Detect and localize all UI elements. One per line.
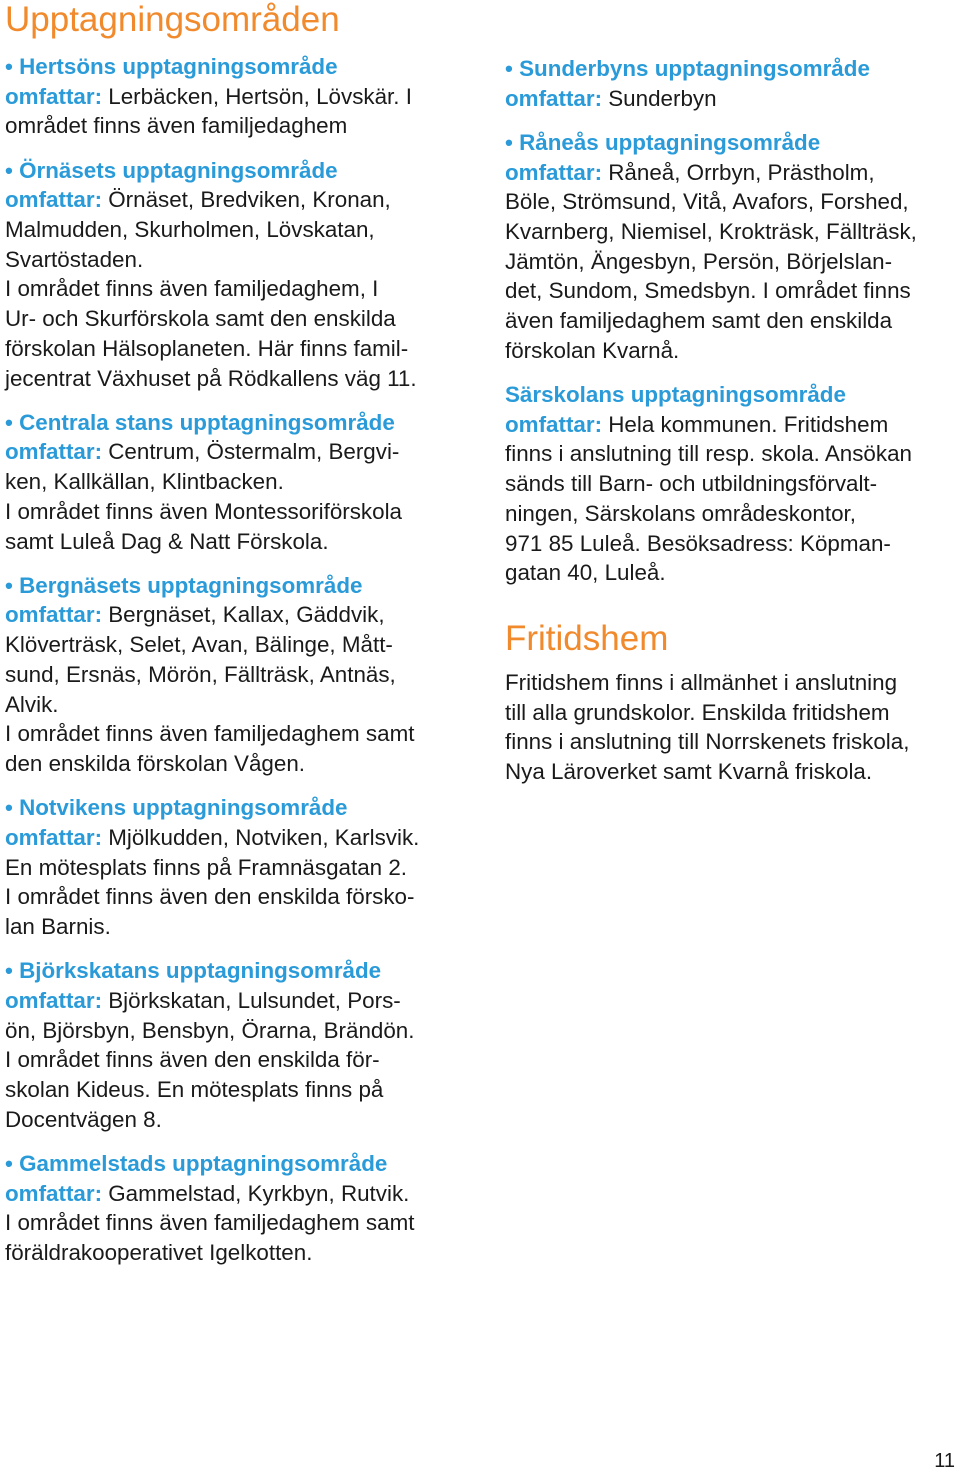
- area-heading: [5, 793, 470, 823]
- page-title: Upptagningsområden: [5, 0, 340, 39]
- omfattar-label: omfattar:: [5, 187, 103, 213]
- area-line-text: Björkskatan, Lulsundet, Pors-: [102, 987, 401, 1013]
- area-heading: [505, 54, 960, 84]
- area-line: sund, Ersnäs, Mörön, Fällträsk, Antnäs,: [5, 661, 396, 687]
- area-heading: [505, 380, 960, 410]
- area-line: skolan Kideus. En mötesplats finns på: [5, 1077, 384, 1102]
- area-line: förskolan Hälsoplaneten. Här finns famil-: [5, 335, 409, 361]
- omfattar-label: omfattar:: [5, 83, 103, 109]
- area-line: Alvik.: [5, 691, 59, 717]
- area-line: [5, 1179, 470, 1209]
- area-line-text: Lerbäcken, Hertsön, Lövskär. I: [102, 83, 412, 109]
- area-heading: [5, 156, 470, 186]
- area-heading: [5, 408, 470, 438]
- fritidshem-paragraph: [505, 668, 960, 787]
- area-heading-text: Gammelstads upptagningsområde: [19, 1150, 388, 1176]
- area-entry: [5, 408, 470, 557]
- area-heading-text: Björkskatans upptagningsområde: [19, 958, 382, 984]
- area-line-text: Bergnäset, Kallax, Gäddvik,: [102, 602, 385, 628]
- area-line: [5, 823, 470, 853]
- area-line: ningen, Särskolans områdeskontor,: [505, 500, 856, 526]
- right-entries: [505, 54, 960, 588]
- area-line: I området finns även familjedaghem, I: [5, 276, 379, 302]
- area-line: ken, Kallkällan, Klintbacken.: [5, 469, 284, 495]
- omfattar-label: omfattar:: [5, 439, 103, 465]
- area-line-text: Gammelstad, Kyrkbyn, Rutvik.: [102, 1180, 410, 1206]
- area-line: Jämtön, Ängesbyn, Persön, Börjelslan-: [505, 248, 893, 274]
- area-line: finns i anslutning till resp. skola. Ansökan: [505, 441, 912, 467]
- fritidshem-line: finns i anslutning till Norrskenets friskola,: [505, 729, 910, 755]
- area-line: Klöverträsk, Selet, Avan, Bälinge, Mått-: [5, 632, 393, 658]
- area-line: Malmudden, Skurholmen, Lövskatan,: [5, 217, 375, 243]
- area-heading-text: Notvikens upptagningsområde: [19, 795, 348, 821]
- area-line: I området finns även Montessoriförskola: [5, 498, 402, 524]
- area-line: I området finns även den enskilda försko-: [5, 884, 415, 910]
- omfattar-label: omfattar:: [505, 85, 603, 111]
- area-line: [505, 410, 960, 440]
- omfattar-label: omfattar:: [505, 159, 603, 185]
- area-heading: [505, 128, 960, 158]
- area-line: föräldrakooperativet Igelkotten.: [5, 1240, 313, 1266]
- bullet-icon: •: [5, 795, 13, 821]
- area-line: 971 85 Luleå. Besöksadress: Köpman-: [505, 530, 891, 556]
- area-heading-text: Hertsöns upptagningsområde: [19, 54, 338, 79]
- area-heading-text: Örnäsets upptagningsområde: [19, 157, 338, 183]
- area-line: I området finns även den enskilda för-: [5, 1047, 380, 1073]
- area-line: samt Luleå Dag & Natt Förskola.: [5, 528, 329, 554]
- area-entry: [505, 54, 960, 113]
- area-heading-text: Bergnäsets upptagningsområde: [19, 572, 363, 598]
- bullet-icon: •: [5, 958, 13, 984]
- area-heading: [5, 571, 470, 601]
- bullet-icon: •: [505, 129, 513, 155]
- area-heading-text: Råneås upptagningsområde: [519, 129, 821, 155]
- area-heading-text: Sunderbyns upptagningsområde: [519, 56, 870, 81]
- area-heading-text: Centrala stans upptagningsområde: [19, 409, 395, 435]
- area-line: Docentvägen 8.: [5, 1106, 162, 1132]
- fritidshem-line: till alla grundskolor. Enskilda fritidshem: [505, 699, 890, 725]
- area-line: sänds till Barn- och utbildningsförvalt-: [505, 471, 878, 497]
- bullet-icon: •: [505, 56, 513, 81]
- area-line: lan Barnis.: [5, 913, 111, 939]
- area-line: En mötesplats finns på Framnäsgatan 2.: [5, 854, 408, 880]
- area-line: Böle, Strömsund, Vitå, Avafors, Forshed,: [505, 189, 909, 215]
- area-line: [505, 84, 960, 114]
- area-entry: [5, 52, 470, 141]
- area-line-text: Hela kommunen. Fritidshem: [602, 411, 889, 437]
- fritidshem-line: Fritidshem finns i allmänhet i anslutning: [505, 669, 898, 695]
- left-column: [5, 52, 470, 1282]
- area-entry: [505, 128, 960, 366]
- area-line-text: Råneå, Orrbyn, Prästholm,: [602, 159, 875, 185]
- area-line: området finns även familjedaghem: [5, 113, 348, 139]
- area-line: I området finns även familjedaghem samt: [5, 1210, 415, 1236]
- area-line: Kvarnberg, Niemisel, Krokträsk, Fällträsk,: [505, 219, 917, 245]
- area-line: [5, 82, 470, 112]
- page-number: 11: [934, 1450, 955, 1472]
- bullet-icon: •: [5, 572, 13, 598]
- bullet-icon: •: [5, 409, 13, 435]
- area-heading-text: Särskolans upptagningsområde: [505, 382, 846, 408]
- area-line: [5, 600, 470, 630]
- area-entry: [5, 1149, 470, 1268]
- area-entry: [5, 156, 470, 394]
- area-line: [505, 158, 960, 188]
- area-heading: [5, 52, 470, 82]
- area-line: [5, 185, 470, 215]
- area-line: även familjedaghem samt den enskilda: [505, 308, 893, 334]
- area-line: ön, Björsbyn, Bensbyn, Örarna, Brändön.: [5, 1017, 415, 1043]
- area-line: den enskilda förskolan Vågen.: [5, 750, 305, 776]
- area-line: [5, 986, 470, 1016]
- bullet-icon: •: [5, 1150, 13, 1176]
- fritidshem-line: Nya Läroverket samt Kvarnå friskola.: [505, 759, 873, 785]
- area-line: Ur- och Skurförskola samt den enskilda: [5, 306, 396, 332]
- area-line-text: Centrum, Östermalm, Bergvi-: [102, 439, 400, 465]
- area-heading: [5, 1149, 470, 1179]
- right-column: [505, 54, 960, 787]
- omfattar-label: omfattar:: [5, 824, 103, 850]
- area-line: [5, 437, 470, 467]
- area-heading: [5, 956, 470, 986]
- area-line: gatan 40, Luleå.: [505, 560, 666, 586]
- bullet-icon: •: [5, 157, 13, 183]
- area-line: Svartöstaden.: [5, 246, 144, 272]
- area-entry: [5, 956, 470, 1134]
- area-line-text: Sunderbyn: [602, 85, 717, 111]
- area-line-text: Örnäset, Bredviken, Kronan,: [102, 187, 391, 213]
- area-line-text: Mjölkudden, Notviken, Karlsvik.: [102, 824, 420, 850]
- area-entry: [5, 793, 470, 942]
- area-line: det, Sundom, Smedsbyn. I området finns: [505, 278, 911, 304]
- omfattar-label: omfattar:: [505, 411, 603, 437]
- omfattar-label: omfattar:: [5, 1180, 103, 1206]
- area-line: jecentrat Växhuset på Rödkallens väg 11.: [5, 365, 417, 391]
- omfattar-label: omfattar:: [5, 987, 103, 1013]
- area-line: I området finns även familjedaghem samt: [5, 721, 415, 747]
- area-entry: [505, 380, 960, 588]
- omfattar-label: omfattar:: [5, 602, 103, 628]
- area-line: förskolan Kvarnå.: [505, 337, 680, 363]
- area-entry: [5, 571, 470, 779]
- fritidshem-title: Fritidshem: [505, 618, 669, 658]
- bullet-icon: •: [5, 54, 13, 79]
